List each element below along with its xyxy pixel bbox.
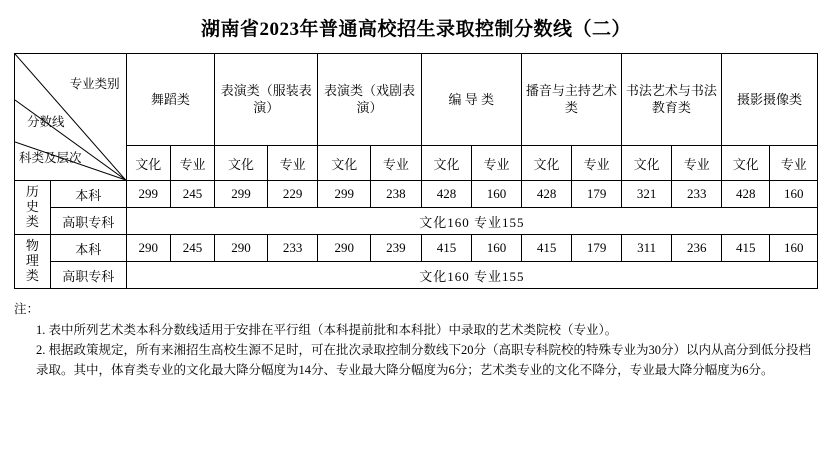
score-cell: 239	[371, 235, 422, 262]
score-cell: 245	[170, 181, 214, 208]
score-cell: 245	[170, 235, 214, 262]
category-header: 表演类（戏剧表演）	[318, 54, 421, 146]
document-page	[0, 14, 832, 471]
subheader-culture: 文化	[521, 146, 572, 181]
row-group-char: 历	[25, 184, 39, 200]
table-row	[15, 235, 818, 262]
score-cell: 428	[721, 181, 769, 208]
subheader-major: 专业	[472, 146, 522, 181]
score-cell: 233	[672, 181, 722, 208]
table-subheader-row	[15, 146, 818, 181]
score-cell: 179	[572, 181, 622, 208]
corner-header-cell	[15, 54, 127, 181]
subheader-culture: 文化	[421, 146, 472, 181]
corner-score-label: 分数线	[27, 115, 65, 129]
score-cell: 299	[318, 181, 371, 208]
note-item-1: 1. 表中所列艺术类本科分数线适用于安排在平行组（本科提前批和本科批）中录取的艺术类院校（专业）。	[36, 323, 618, 337]
score-cell: 428	[421, 181, 472, 208]
score-cell: 160	[472, 235, 522, 262]
subheader-culture: 文化	[721, 146, 769, 181]
row-level-label: 本科	[50, 235, 126, 262]
subheader-major: 专业	[770, 146, 818, 181]
score-cell: 428	[521, 181, 572, 208]
table-header-row	[15, 54, 818, 146]
score-cell: 290	[318, 235, 371, 262]
score-cell: 160	[770, 235, 818, 262]
subheader-major: 专业	[267, 146, 318, 181]
row-group-label-physics	[15, 235, 51, 289]
notes-section	[14, 299, 818, 380]
subheader-culture: 文化	[215, 146, 268, 181]
subheader-major: 专业	[371, 146, 422, 181]
score-cell: 160	[472, 181, 522, 208]
merged-score-cell: 文化160 专业155	[126, 208, 817, 235]
category-header: 舞蹈类	[126, 54, 215, 146]
category-header: 书法艺术与书法教育类	[621, 54, 721, 146]
row-level-label: 本科	[50, 181, 126, 208]
score-cell: 321	[621, 181, 672, 208]
subheader-major: 专业	[572, 146, 622, 181]
row-group-char: 物	[25, 238, 39, 254]
merged-score-cell: 文化160 专业155	[126, 262, 817, 289]
corner-subject-label: 科类及层次	[19, 151, 82, 165]
score-cell: 233	[267, 235, 318, 262]
score-cell: 290	[215, 235, 268, 262]
row-group-label-history	[15, 181, 51, 235]
subheader-major: 专业	[672, 146, 722, 181]
table-row	[15, 181, 818, 208]
row-group-char: 理	[25, 253, 39, 269]
score-table	[14, 53, 818, 289]
subheader-culture: 文化	[126, 146, 170, 181]
category-header: 编 导 类	[421, 54, 521, 146]
score-cell: 290	[126, 235, 170, 262]
category-header: 摄影摄像类	[721, 54, 817, 146]
score-cell: 179	[572, 235, 622, 262]
score-cell: 299	[126, 181, 170, 208]
subheader-major: 专业	[170, 146, 214, 181]
row-level-label: 高职专科	[50, 262, 126, 289]
score-cell: 238	[371, 181, 422, 208]
subheader-culture: 文化	[621, 146, 672, 181]
score-cell: 160	[770, 181, 818, 208]
row-group-char: 类	[25, 267, 39, 283]
category-header: 表演类（服装表演）	[215, 54, 318, 146]
score-cell: 415	[421, 235, 472, 262]
score-cell: 415	[721, 235, 769, 262]
score-cell: 229	[267, 181, 318, 208]
row-level-label: 高职专科	[50, 208, 126, 235]
score-cell: 415	[521, 235, 572, 262]
table-row	[15, 208, 818, 235]
page-title: 湖南省2023年普通高校招生录取控制分数线（二）	[200, 19, 631, 40]
subheader-culture: 文化	[318, 146, 371, 181]
row-group-char: 类	[25, 213, 39, 229]
score-cell: 236	[672, 235, 722, 262]
notes-heading: 注：	[14, 302, 40, 316]
score-cell: 299	[215, 181, 268, 208]
score-cell: 311	[621, 235, 672, 262]
row-group-char: 史	[25, 199, 39, 215]
corner-major-label: 专业类别	[69, 77, 120, 91]
table-row	[15, 262, 818, 289]
note-item-2: 2. 根据政策规定，所有来湘招生高校生源不足时，可在批次录取控制分数线下20分（高职专科院校的特殊专业为30分）以内从高分到低分投档录取。其中，体育类专业的文化最大降分幅度为14分、专业最大降分幅度为6分；艺术类专业的文化不降分，专业最大降分幅度为6分。	[36, 343, 812, 377]
category-header: 播音与主持艺术类	[521, 54, 621, 146]
